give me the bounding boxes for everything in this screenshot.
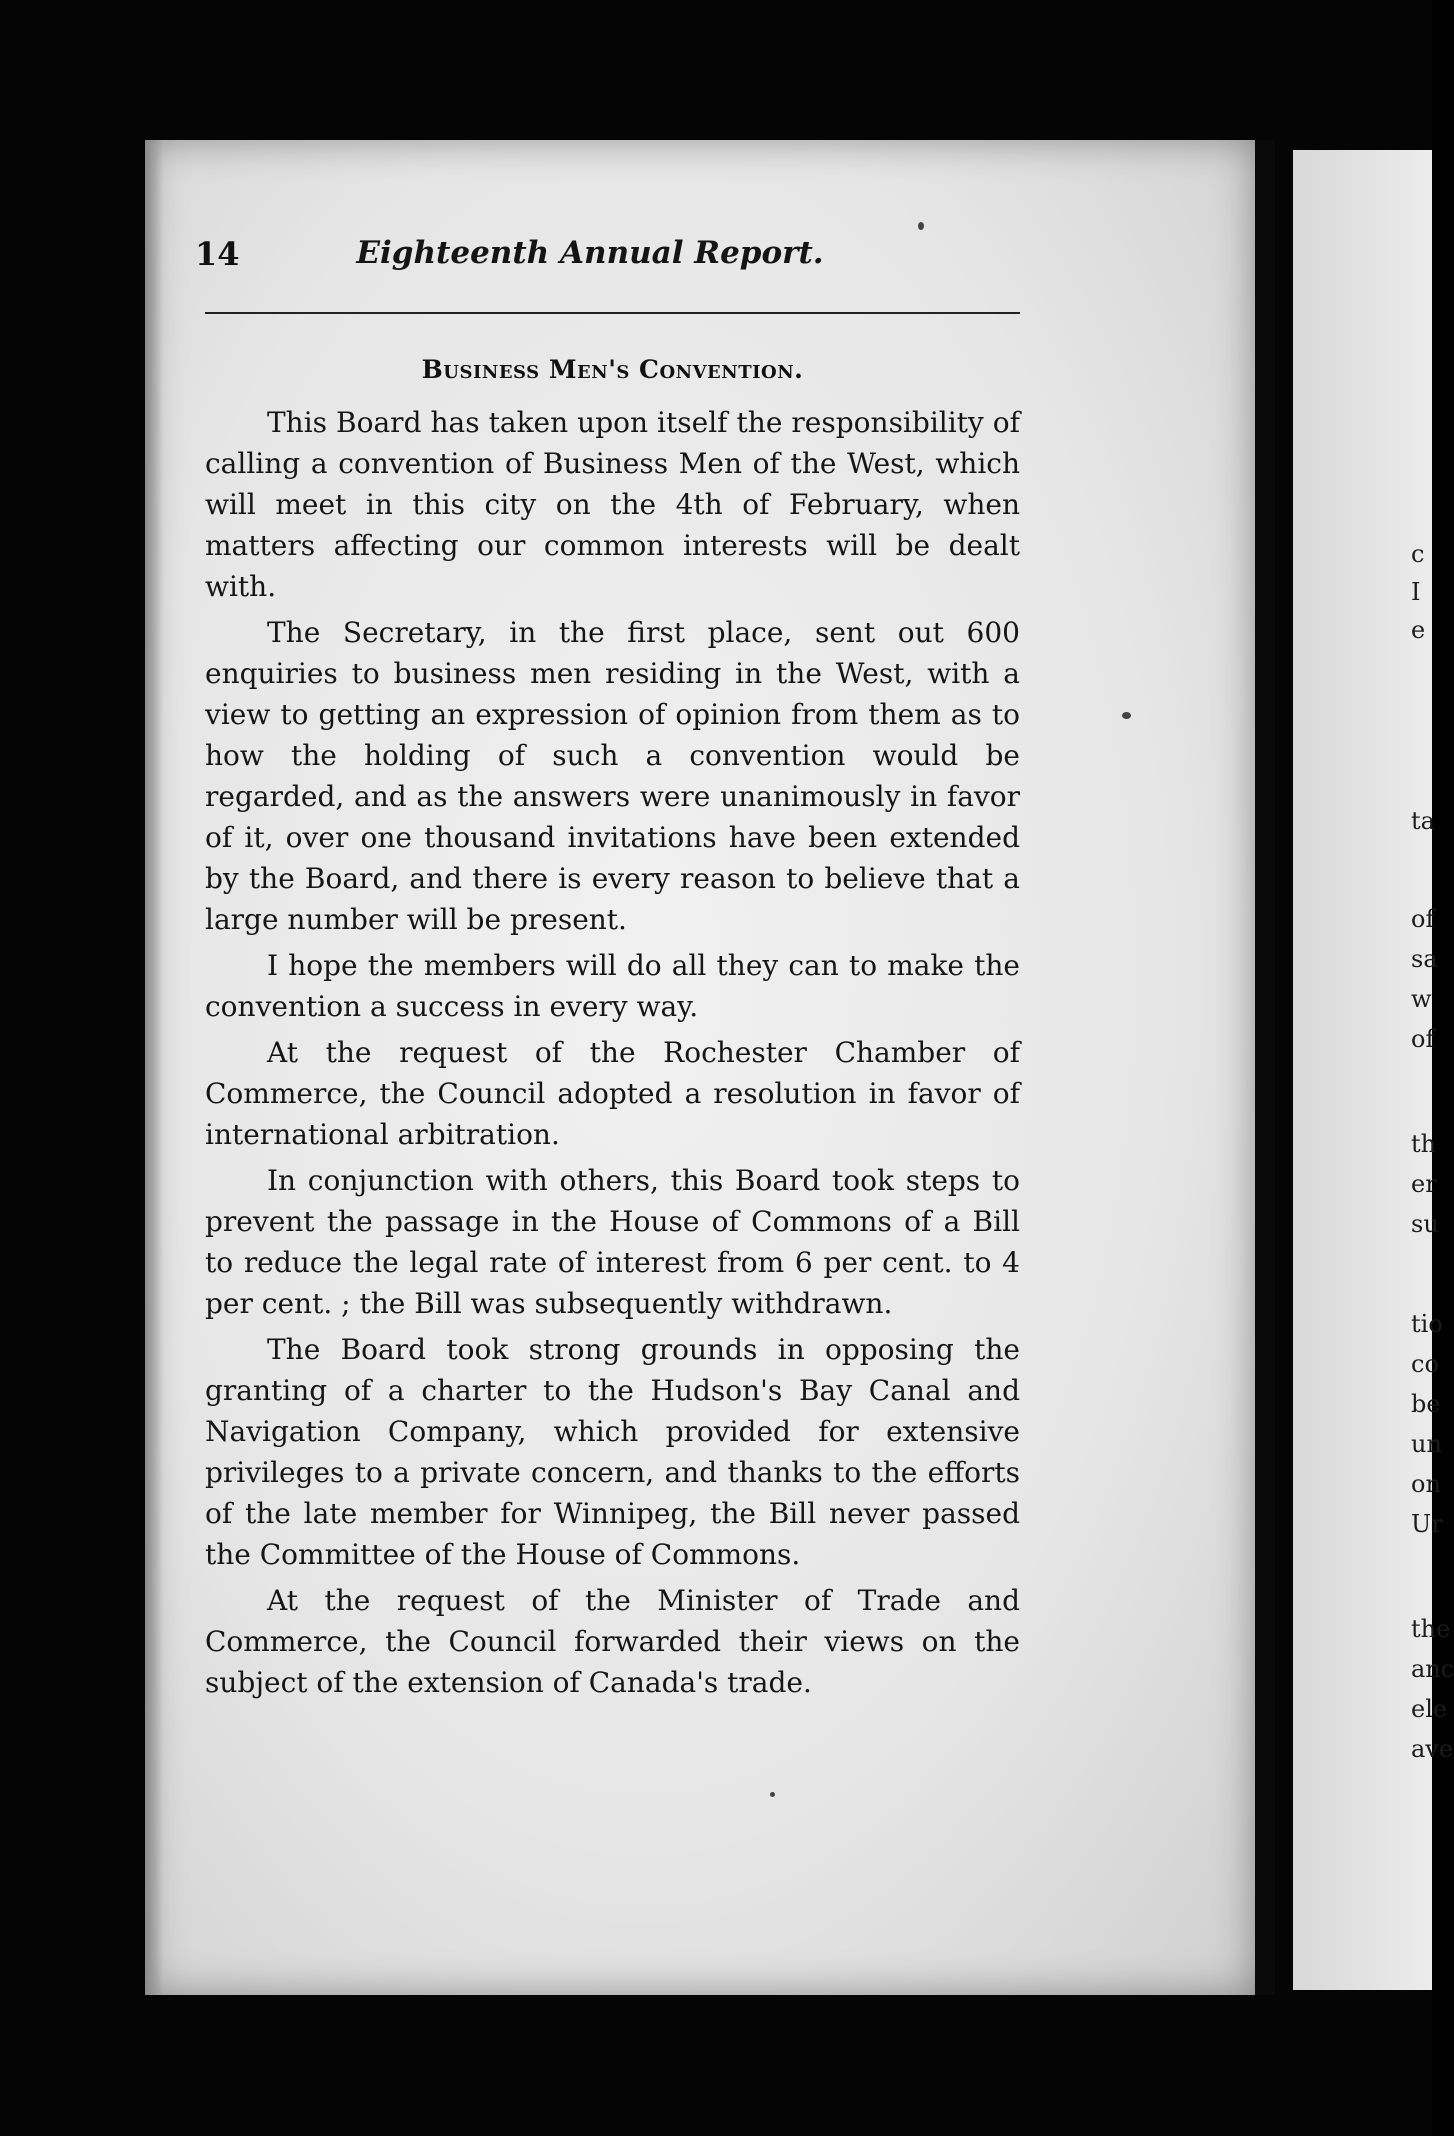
facing-page-fragment: e bbox=[1411, 616, 1426, 644]
facing-page-fragment: I bbox=[1411, 578, 1421, 606]
facing-page-fragment: th bbox=[1411, 1130, 1437, 1158]
paragraph: At the request of the Rochester Chamber of Commerce, the Council adopted a resolution in favor of international arbitration. bbox=[205, 1036, 1020, 1151]
facing-page-fragment: ele bbox=[1411, 1695, 1448, 1723]
header-rule bbox=[205, 312, 1020, 314]
paragraph: I hope the members will do all they can to make the convention a success in every way. bbox=[205, 949, 1020, 1023]
section-heading: Business Men's Convention. bbox=[421, 355, 804, 384]
book-gutter bbox=[1255, 140, 1275, 1995]
facing-page-fragment: of bbox=[1411, 905, 1435, 933]
facing-page-fragment: ave bbox=[1411, 1735, 1454, 1763]
running-title: Eighteenth Annual Report. bbox=[356, 235, 824, 271]
facing-page-fragment: tio bbox=[1411, 1310, 1443, 1338]
paragraph: At the request of the Minister of Trade and Commerce, the Council forwarded their views on the subject of the extension of Canada's trade. bbox=[205, 1584, 1020, 1699]
facing-page-fragment: un bbox=[1411, 1430, 1442, 1458]
facing-page-fragment: the bbox=[1411, 1615, 1451, 1643]
facing-page-fragment: w bbox=[1411, 985, 1432, 1013]
facing-page-fragment: anc bbox=[1411, 1655, 1454, 1683]
facing-page-fragment: be bbox=[1411, 1390, 1441, 1418]
facing-page-fragment: co bbox=[1411, 1350, 1439, 1378]
page-body bbox=[205, 355, 1020, 1708]
paragraph: The Secretary, in the first place, sent out 600 enquiries to business men residing in the West, with a view to getting an expression of opinion from them as to how the holding of such a convention would be regarded, and as the answers were unanimously in favor of it, over one thousand invitations have been extended by the Board, and there is every reason to believe that a large number will be present. bbox=[205, 616, 1020, 936]
paragraph: In conjunction with others, this Board took steps to prevent the passage in the House of Commons of a Bill to reduce the legal rate of interest from 6 per cent. to 4 per cent. ; the Bill was subsequently withdrawn. bbox=[205, 1164, 1020, 1320]
facing-page-fragment: c bbox=[1411, 540, 1425, 568]
facing-page-fragment: su bbox=[1411, 1210, 1439, 1238]
facing-page-fragment: er bbox=[1411, 1170, 1437, 1198]
facing-page-fragment: on bbox=[1411, 1470, 1441, 1498]
page-number: 14 bbox=[195, 235, 240, 273]
paragraph: This Board has taken upon itself the responsibility of calling a convention of Business Men of the West, which will meet in this city on the 4th of February, when matters affecting our common interests will be dealt with. bbox=[205, 406, 1020, 603]
page-header bbox=[195, 235, 985, 281]
page-edge-shadow bbox=[145, 140, 163, 1995]
facing-page-fragment: ta bbox=[1411, 807, 1435, 835]
facing-page-edge bbox=[1293, 150, 1454, 1990]
facing-page-fragment: Ur bbox=[1411, 1510, 1443, 1538]
ink-speck bbox=[770, 1792, 775, 1797]
facing-page-fragment: of bbox=[1411, 1025, 1435, 1053]
facing-page-fragment: sa bbox=[1411, 945, 1438, 973]
ink-speck bbox=[918, 222, 924, 230]
paragraph: The Board took strong grounds in opposing the granting of a charter to the Hudson's Bay Canal and Navigation Company, which provided for extensive privileges to a private concern, and thanks to the efforts of the late member for Winnipeg, the Bill never passed the Committee of the House of Commons. bbox=[205, 1333, 1020, 1571]
ink-speck bbox=[1122, 712, 1131, 719]
